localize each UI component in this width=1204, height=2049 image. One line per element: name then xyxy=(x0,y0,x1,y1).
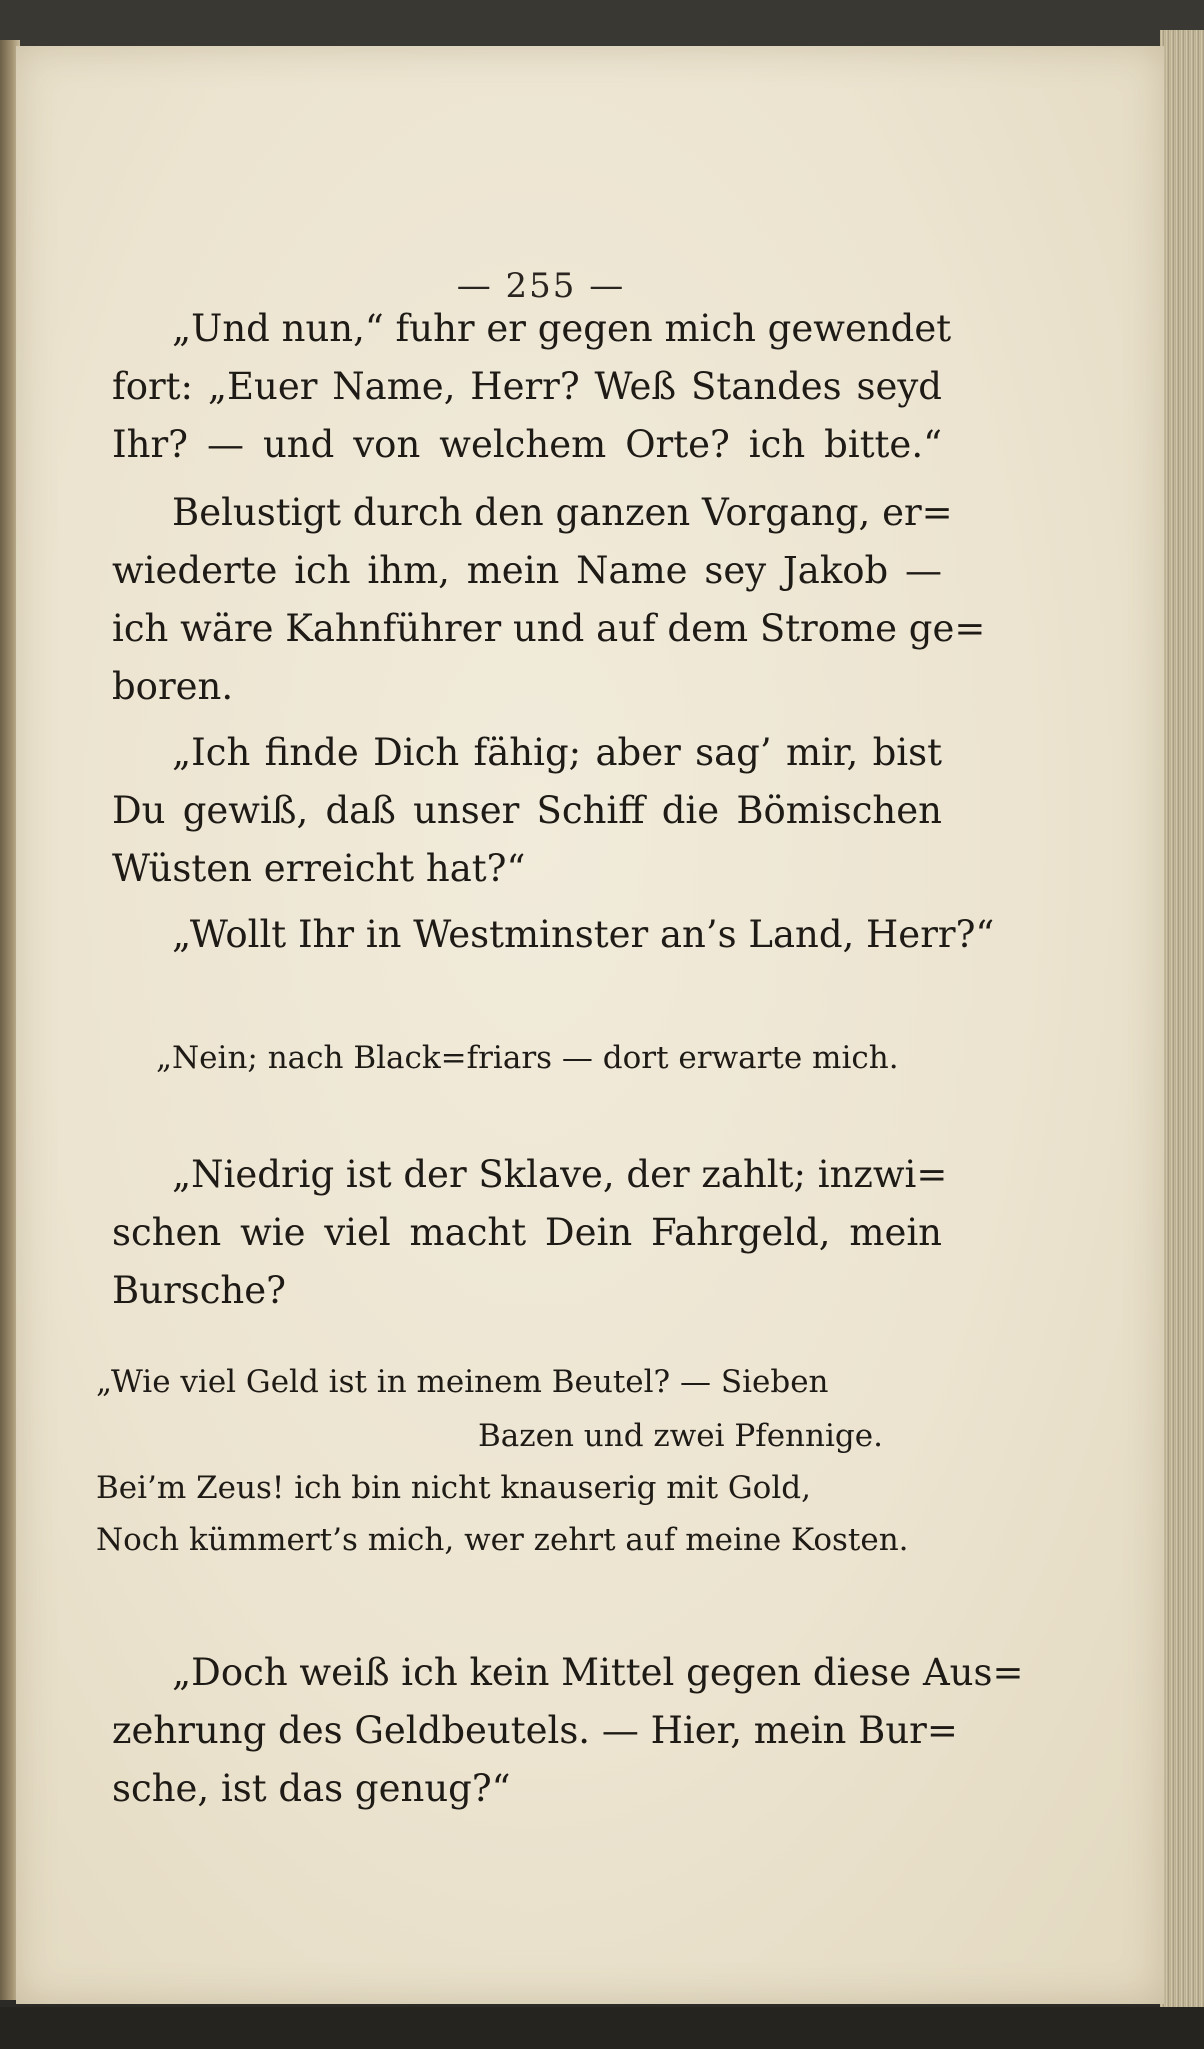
scan-background-bottom xyxy=(0,2007,1204,2049)
verse-line-text: „Wie viel Geld ist in meinem Beutel? — Sieben xyxy=(96,1364,829,1400)
text-line: sche, ist das genug?“ xyxy=(112,1767,511,1810)
verse-line xyxy=(96,1364,926,1400)
paragraph-2 xyxy=(112,484,986,716)
verse-line: Noch kümmert’s mich, wer zehrt auf meine Kosten. xyxy=(96,1522,909,1558)
paragraph-3 xyxy=(112,724,942,898)
page-number: — 255 — xyxy=(456,266,626,306)
text-line: Du gewiß, daß unser Schiff die Bömischen xyxy=(112,789,942,832)
page-sheet xyxy=(16,46,1164,2004)
paragraph-6 xyxy=(112,1146,948,1320)
text-line: boren. xyxy=(112,665,234,708)
paragraph-4 xyxy=(112,906,995,964)
text-line: schen wie viel macht Dein Fahrgeld, mein xyxy=(112,1211,942,1254)
text-line: „Ich finde Dich fähig; aber sag’ mir, bist xyxy=(172,731,942,774)
text-line: ich wäre Kahnführer und auf dem Strome ge= xyxy=(112,607,986,650)
paragraph-1 xyxy=(112,300,952,474)
text-line: zehrung des Geldbeutels. — Hier, mein Bur= xyxy=(112,1709,958,1752)
verse-line: Bazen und zwei Pfennige. xyxy=(478,1418,883,1454)
verse-line: „Nein; nach Black=friars — dort erwarte mich. xyxy=(156,1040,899,1076)
text-line: Wüsten erreicht hat?“ xyxy=(112,847,526,890)
verse-line: Bei’m Zeus! ich bin nicht knauserig mit Gold, xyxy=(96,1470,811,1506)
text-line: Belustigt durch den ganzen Vorgang, er= xyxy=(172,491,953,534)
text-line: „Und nun,“ fuhr er gegen mich gewendet xyxy=(172,307,952,350)
text-line: wiederte ich ihm, mein Name sey Jakob — xyxy=(112,549,942,592)
text-line: Ihr? — und von welchem Orte? ich bitte.“ xyxy=(112,423,942,466)
text-line: „Doch weiß ich kein Mittel gegen diese Aus= xyxy=(172,1651,1024,1694)
text-line: „Wollt Ihr in Westminster an’s Land, Herr?“ xyxy=(172,913,995,956)
text-line: Bursche? xyxy=(112,1269,286,1312)
text-line: „Niedrig ist der Sklave, der zahlt; inzwi= xyxy=(172,1153,948,1196)
paragraph-8 xyxy=(112,1644,1024,1818)
page-stack-edge xyxy=(1160,30,1204,2020)
text-line: fort: „Euer Name, Herr? Weß Standes seyd xyxy=(112,365,942,408)
